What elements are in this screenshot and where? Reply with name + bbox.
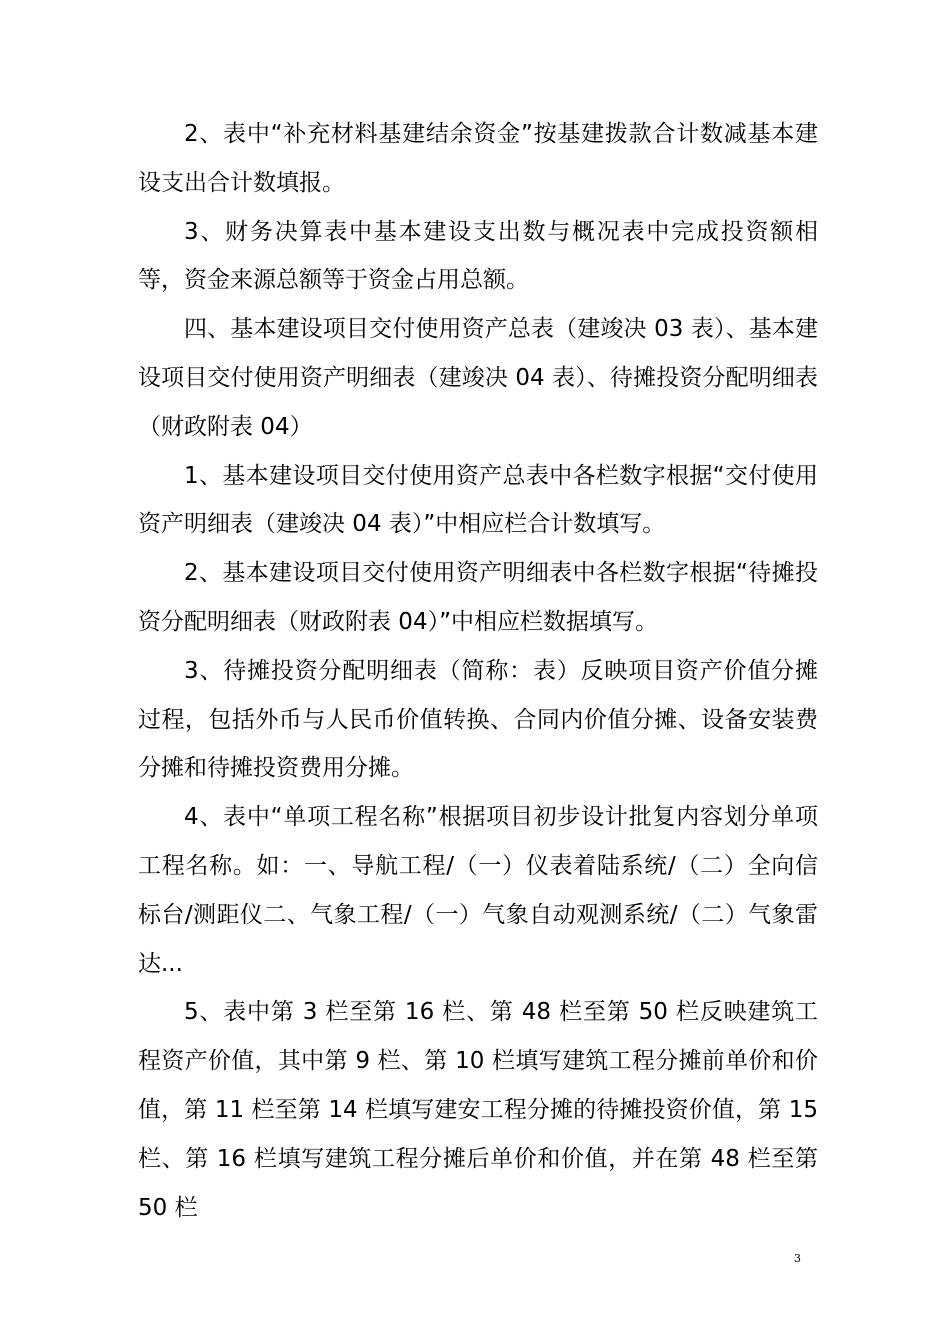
page-number: 3: [794, 1252, 801, 1265]
section-heading-four: 四、基本建设项目交付使用资产总表（建竣决 03 表）、基本建设项目交付使用资产明细表（建竣决 04 表）、待摊投资分配明细表（财政附表 04）: [138, 316, 818, 440]
paragraph-item-3-expenditure-equality: 3、财务决算表中基本建设支出数与概况表中完成投资额相等，资金来源总额等于资金占用总额。: [138, 218, 818, 294]
document-body: [138, 110, 818, 1232]
paragraph-item-1-summary-table: 1、基本建设项目交付使用资产总表中各栏数字根据“交付使用资产明细表（建竣决 04 表）”中相应栏合计数填写。: [138, 462, 818, 538]
paragraph-item-3-allocation-table: 3、待摊投资分配明细表（简称：表）反映项目资产价值分摊过程，包括外币与人民币价值转换、合同内价值分摊、设备安装费分摊和待摊投资费用分摊。: [138, 657, 818, 782]
paragraph-item-2-detail-table: 2、基本建设项目交付使用资产明细表中各栏数字根据“待摊投资分配明细表（财政附表 04）”中相应栏数据填写。: [138, 560, 818, 635]
paragraph-item-5-column-ranges: 5、表中第 3 栏至第 16 栏、第 48 栏至第 50 栏反映建筑工程资产价值，其中第 9 栏、第 10 栏填写建筑工程分摊前单价和价值，第 11 栏至第 14 栏填写建安工程分摊的待摊投资价值，第 15 栏、第 16 栏填写建筑工程分摊后单价和价值，并在第 48 栏至第 50 栏: [138, 999, 818, 1221]
paragraph-item-2-surplus-funds: 2、表中“补充材料基建结余资金”按基建拨款合计数减基本建设支出合计数填报。: [138, 121, 818, 196]
paragraph-item-4-project-names: 4、表中“单项工程名称”根据项目初步设计批复内容划分单项工程名称。如：一、导航工程/（一）仪表着陆系统/（二）全向信标台/测距仪二、气象工程/（一）气象自动观测系统/（二）气象雷达...: [138, 804, 818, 977]
